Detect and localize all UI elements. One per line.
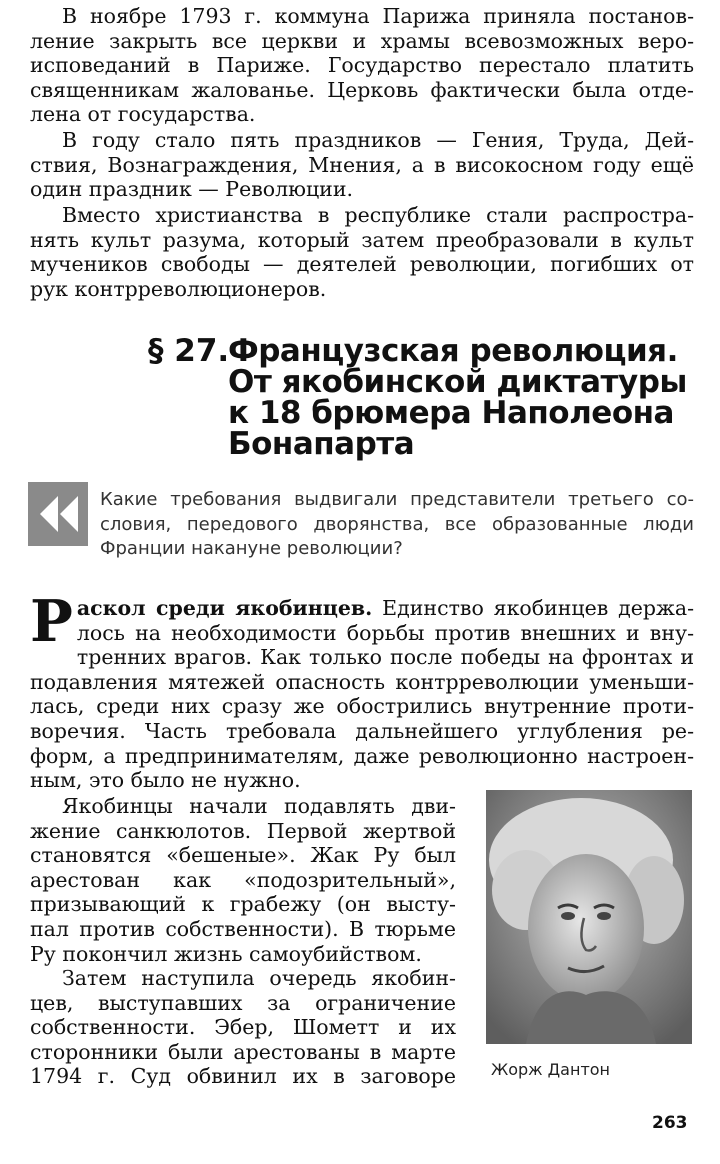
intro-paragraph-2: [30, 128, 694, 202]
question-line: словия, передового дворянства, все образованные люди: [100, 513, 694, 535]
text-line: пал против собственности). В тюрьме: [30, 916, 456, 941]
text-line: ление закрыть все церкви и храмы всевозможных веро-: [30, 28, 694, 53]
text-line: тренних врагов. Как только после победы на фронтах и: [76, 645, 694, 670]
section-number: § 27.: [148, 333, 230, 369]
text-line: становятся «бешеные». Жак Ру был: [30, 843, 456, 868]
section-title-line: Бонапарта: [228, 426, 415, 462]
rewind-icon: [28, 482, 88, 546]
text-line: ствия, Вознаграждения, Мнения, а в високосном году ещё: [30, 152, 694, 177]
text-line: собственности. Эбер, Шометт и их: [30, 1015, 456, 1040]
text-line: подавления мятежей опасность контрреволюции уменьши-: [30, 669, 694, 694]
review-question: [100, 488, 694, 562]
narrow-paragraph-2: [30, 966, 456, 1089]
text-line: арестован как «подозрительный»,: [30, 867, 456, 892]
text-line: ным, это было не нужно.: [30, 768, 301, 793]
section-heading: [148, 333, 687, 462]
text-line: Ру покончил жизнь самоубийством.: [30, 941, 422, 966]
text-line: цев, выступавших за ограничение: [30, 990, 456, 1015]
subsection-lead: аскол среди якобинцев.: [76, 596, 373, 620]
text-line: нять культ разума, который затем преобразовали в культ: [30, 227, 694, 252]
text-line: священникам жалованье. Церковь фактически была отде-: [30, 77, 694, 102]
review-question-box: [28, 478, 696, 560]
question-line: Франции накануне революции?: [100, 538, 403, 559]
text-line: форм, а предпринимателям, даже революционно настроен-: [30, 743, 694, 768]
text-line: лось на необходимости борьбы против внешних и вну-: [76, 620, 694, 645]
text-line: один праздник — Революции.: [30, 177, 353, 202]
section-title: [228, 333, 687, 462]
portrait-image: [486, 790, 692, 1044]
text-line: 1794 г. Суд обвинил их в заговоре: [30, 1064, 456, 1089]
text-line: [30, 596, 694, 621]
intro-paragraph-3: [30, 203, 694, 301]
text-line: лена от государства.: [30, 102, 256, 127]
text-line: жение санкюлотов. Первой жертвой: [30, 818, 456, 843]
section-title-line: От якобинской диктатуры: [228, 364, 687, 400]
page-number: 263: [652, 1113, 688, 1133]
text-line: В году стало пять праздников — Гения, Труда, Дей-: [62, 128, 694, 152]
text-line: В ноябре 1793 г. коммуна Парижа приняла постанов-: [62, 4, 694, 28]
portrait-caption: Жорж Дантон: [491, 1060, 611, 1079]
text-line: мучеников свободы — деятелей революции, погибших от: [30, 252, 694, 277]
section-title-line: к 18 брюмера Наполеона: [228, 395, 674, 431]
text-line: Затем наступила очередь якобин-: [62, 966, 456, 990]
text-line: исповеданий в Париже. Государство перестало платить: [30, 53, 694, 78]
text-line: призывающий к грабежу (он высту-: [30, 892, 456, 917]
main-paragraph: [30, 588, 694, 793]
text-line: лась, среди них сразу же обострились внутренние проти-: [30, 694, 694, 719]
intro-paragraph-1: [30, 4, 694, 127]
drop-cap: Р: [30, 588, 73, 655]
text-fragment: Единство якобинцев держа-: [372, 596, 694, 620]
text-line: сторонники были арестованы в марте: [30, 1039, 456, 1064]
text-line: Вместо христианства в республике стали распростра-: [62, 203, 694, 227]
text-line: рук контрреволюционеров.: [30, 276, 327, 301]
section-title-line: Французская революция.: [228, 333, 678, 369]
question-line: Какие требования выдвигали представители третьего со-: [100, 489, 694, 510]
narrow-paragraph-1: [30, 794, 456, 966]
text-line: воречия. Часть требовала дальнейшего углубления ре-: [30, 718, 694, 743]
text-line: Якобинцы начали подавлять дви-: [62, 794, 456, 818]
